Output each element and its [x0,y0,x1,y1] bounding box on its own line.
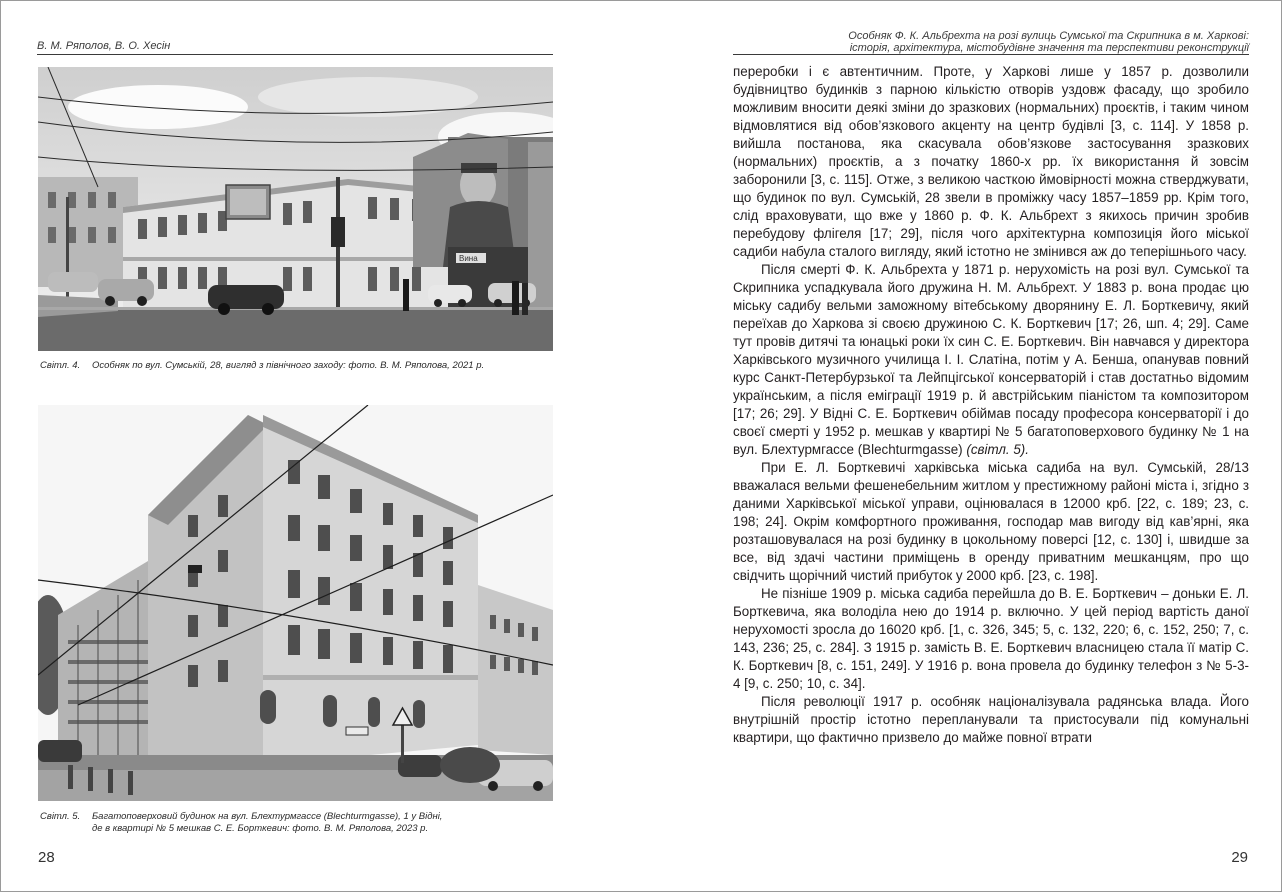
figure-5-text-line2: де в квартирі № 5 мешкав С. Е. Борткевич: фото. В. М. Ряполова, 2023 р. [92,822,429,834]
figure-5-text-line1: Багатоповерховий будинок на вул. Блехтурмгассе (Blechturmgasse), 1 у Відні, [92,811,443,822]
figure-4-text: Особняк по вул. Сумській, 28, вигляд з північного заходу: фото. В. М. Ряполова, 2021 р. [92,360,485,371]
page-number-right: 29 [1231,849,1248,866]
running-head-title [848,30,1249,54]
photo-blechturmgasse-building [38,405,553,801]
header-rule [733,54,1249,55]
paragraph-5: Після революції 1917 р. особняк націоналізувала радянська влада. Його внутрішній простір істотно перепланували та пристосували під комунальні квартири, що фактично призвело до майже повної втрати [733,694,1249,745]
running-head-title-line1: Особняк Ф. К. Альбрехта на розі вулиць Сумської та Скрипника в м. Харкові: [848,30,1249,42]
page-number-left: 28 [38,849,55,866]
paragraph-2 [733,261,1249,459]
mansion-photo-illustration [38,67,553,351]
shop-sign: Вина [459,254,478,263]
running-head-authors: В. М. Ряполов, В. О. Хесін [37,40,171,52]
vienna-building-photo-illustration [38,405,553,801]
figure-5-caption [40,811,520,834]
right-page [641,1,1281,891]
paragraph-3: При Е. Л. Борткевичі харківська міська садиба на вул. Сумській, 28/13 вважалася вельми фешенебельним житлом у престижному районі міста і, згідно з даними Харківської міської управи, оцінювалася в 12000 крб. [22, с. 189; 23, с. 198; 24]. Окрім комфортного проживання, господар мав вигоду від кав’ярні, яка розташовувалася на розі будинку в цокольному поверсі [12, с. 130] і, швидше за все, від здачі частини приміщень в оренду приватним мешканцям, про що свідчить щорічний чистий прибуток у 2000 крб. [23, с. 198]. [733,460,1249,583]
running-head-title-line2: історія, архітектура, містобудівне значення та перспективи реконструкції [849,42,1249,54]
paragraph-1: переробки і є автентичним. Проте, у Харкові лише у 1857 р. дозволили будівництво будинків з парною кількістю отворів уздовж фасаду, що зробило можливим вносити деякі зміни до зразкових (нормальних) проєктів, і таким чином відмовлятися від обов’язкового акценту на центр будівлі [3, с. 114]. У 1858 р. вийшла постанова, яка скасувала обов’язкове застосування зразкових (нормальних) проєктів, а з початку 1860-х рр. їх використання й зовсім заборонили [3, с. 115]. Отже, з великою часткою ймовірності можна стверджувати, що будинок по вул. Сумській, 28 звели в проміжку часу 1857–1859 рр. Крім того, слід враховувати, що вже у 1860 р. Ф. К. Альбрехт з якихось причин зробив перебудову флігеля [17; 29], після чого архітектурна композиція його міської садиби набула сталого вигляду, який істотно не змінився аж до теперішнього часу. [733,64,1249,259]
header-rule [37,54,553,55]
left-page [1,1,641,891]
figure-4-number: Світл. 4. [40,360,81,371]
figure-5-reference: (світл. 5). [966,442,1029,457]
article-body [733,63,1249,747]
figure-4-caption [40,360,560,372]
figure-5-number: Світл. 5. [40,811,81,822]
photo-sumska-mansion [38,67,553,351]
paragraph-4: Не пізніше 1909 р. міська садиба перейшла до В. Е. Борткевич – доньки Е. Л. Борткевича, яка володіла нею до 1914 р. включно. У цей період вартість даної нерухомості зросла до 16020 крб. [1, с. 326, 345; 5, с. 132, 220; 6, с. 152, 250; 7, с. 143, 236; 25, с. 284]. З 1915 р. замість В. Е. Борткевич власницею стала її матір С. К. Борткевич [8, с. 151, 249]. У 1916 р. вона провела до будинку телефон з № 5-3-4 [9, с. 250; 10, с. 34]. [733,586,1249,691]
paragraph-2-text: Після смерті Ф. К. Альбрехта у 1871 р. нерухомість на розі вул. Сумської та Скрипника успадкувала його дружина Н. М. Альбрехт. У 1883 р. вона продає цю міську садибу вельми заможному вітебському дворянину Е. Л. Борткевичу, який переїхав до Харкова зі своєю дружиною С. К. Борткевич [17; 26, шп. 4; 29]. Саме тут провів дитячі та юнацькі роки їх син С. Е. Борткевич. Він навчався у директора Харківського музичного училища І. І. Слатіна, потім у А. Бенша, опанував повний курс Санкт-Петербурзької та Лейпцігської консерваторій і став достатньо відомим українським, а після еміграції 1919 р. й австрійським піаністом та композитором [17; 26; 29]. У Відні С. Е. Борткевич обіймав посаду професора консерваторії і до своєї смерті у 1952 р. мешкав у квартирі № 5 багатоповерхового будинку № 1 на вул. Блехтурмгассе (Blechturmgasse) [733,262,1249,457]
